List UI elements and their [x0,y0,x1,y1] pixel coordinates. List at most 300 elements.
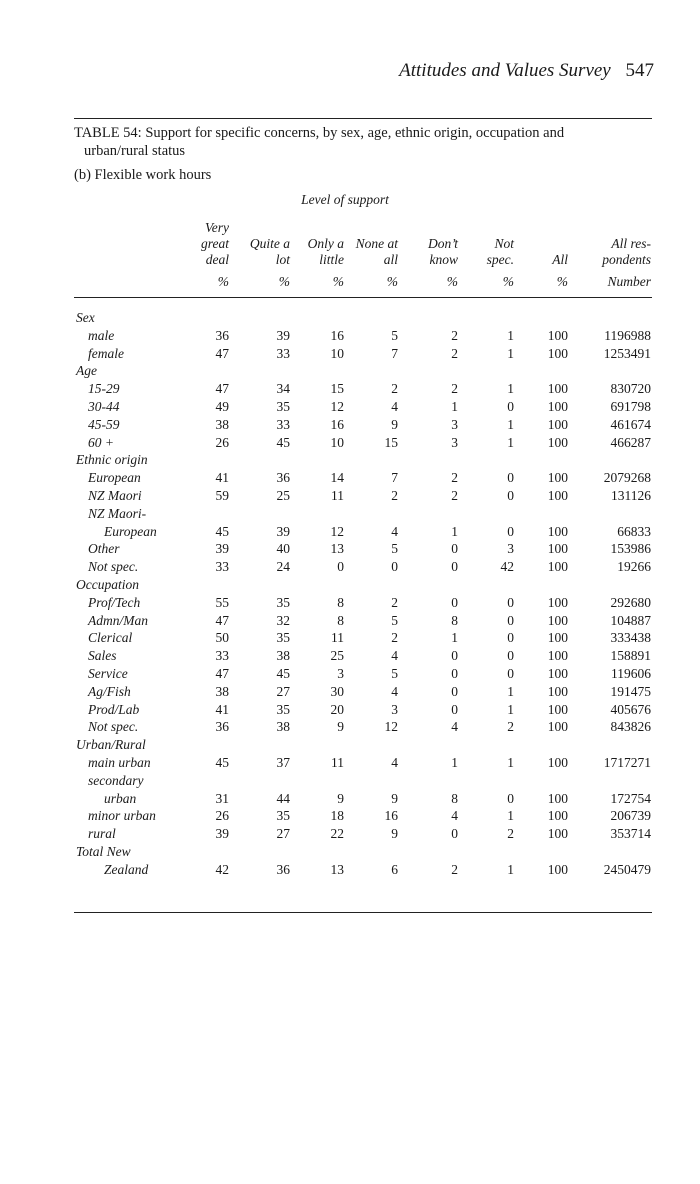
column-header-line: All [552,252,568,267]
cell-value: 20 [330,701,344,717]
table-row [0,435,700,452]
cell-value: 2 [507,826,514,842]
row-label: female [88,345,124,361]
cell-value: 45 [276,666,290,681]
table-row [0,328,700,345]
cell-value: 16 [384,808,398,824]
row-label: Service [88,666,128,681]
cell-value: 25 [276,488,290,503]
row-label: Prod/Lab [88,701,140,717]
column-header-line: know [429,252,458,267]
table-row [0,399,700,416]
row-label: Sex [76,310,95,325]
level-of-support-header: Level of support [301,192,389,207]
row-label: secondary [88,772,144,788]
cell-value: 26 [215,808,229,824]
cell-value: 2 [391,594,398,610]
column-header-unit: % [502,274,514,289]
table-row [0,862,700,879]
cell-value: 9 [391,416,398,432]
table-row [0,346,700,363]
cell-value: 59 [215,488,229,503]
column-header-line: Don’t [428,236,458,251]
cell-value: 830720 [610,381,651,397]
cell-value: 42 [500,559,514,575]
cell-value: 104887 [610,612,651,628]
row-label: 45-59 [88,416,120,432]
cell-value: 5 [391,666,398,681]
cell-value: 100 [547,594,568,610]
table-row [0,630,700,647]
row-label: rural [88,826,116,842]
row-label: Sales [88,648,117,664]
row-label: main urban [88,755,151,770]
cell-value: 100 [547,826,568,842]
cell-value: 1 [507,683,514,699]
cell-value: 353714 [610,826,651,842]
cell-value: 1 [451,755,458,770]
cell-value: 100 [547,327,568,343]
cell-value: 5 [391,541,398,557]
cell-value: 10 [330,345,344,361]
cell-value: 5 [391,612,398,628]
cell-value: 466287 [610,434,651,450]
cell-value: 9 [391,790,398,806]
cell-value: 10 [330,434,344,450]
table-caption [74,124,654,160]
cell-value: 2 [451,470,458,486]
cell-value: 30 [330,683,344,699]
cell-value: 35 [276,701,290,717]
cell-value: 0 [507,630,514,646]
cell-value: 6 [391,861,398,877]
cell-value: 33 [215,648,229,664]
cell-value: 45 [276,434,290,450]
cell-value: 100 [547,488,568,503]
cell-value: 2 [391,381,398,397]
cell-value: 39 [276,327,290,343]
table-row [0,310,700,327]
cell-value: 9 [337,790,344,806]
cell-value: 8 [451,790,458,806]
cell-value: 100 [547,648,568,664]
cell-value: 47 [215,666,229,681]
column-header-label [201,220,229,268]
cell-value: 40 [276,541,290,557]
cell-value: 34 [276,381,290,397]
row-label: Prof/Tech [88,594,141,610]
table-row [0,684,700,701]
cell-value: 11 [331,630,344,646]
cell-value: 36 [276,861,290,877]
cell-value: 35 [276,399,290,414]
cell-value: 691798 [610,399,651,414]
top-rule [74,118,652,119]
cell-value: 1 [507,755,514,770]
cell-value: 0 [451,559,458,575]
table-row [0,613,700,630]
table-row [0,363,700,380]
cell-value: 16 [330,416,344,432]
column-header [169,210,229,290]
cell-value: 2 [391,630,398,646]
table-row [0,470,700,487]
cell-value: 2 [451,327,458,343]
cell-value: 9 [391,826,398,842]
cell-value: 4 [391,648,398,664]
cell-value: 100 [547,630,568,646]
cell-value: 100 [547,381,568,397]
column-header [230,210,290,290]
cell-value: 14 [330,470,344,486]
row-label: 30-44 [88,399,120,414]
column-header-unit: Number [607,274,651,289]
cell-value: 3 [391,701,398,717]
table-row [0,541,700,558]
cell-value: 2 [451,345,458,361]
cell-value: 12 [330,399,344,414]
row-label: European [104,523,157,539]
cell-value: 33 [276,345,290,361]
cell-value: 47 [215,612,229,628]
cell-value: 1 [507,345,514,361]
row-label: Not spec. [88,559,139,575]
table-row [0,417,700,434]
cell-value: 38 [215,683,229,699]
cell-value: 100 [547,755,568,770]
row-label: 15-29 [88,381,120,397]
cell-value: 100 [547,399,568,414]
running-head-title: Attitudes and Values Survey [399,60,611,81]
cell-value: 0 [451,648,458,664]
column-header-line: deal [205,252,229,267]
cell-value: 38 [215,416,229,432]
column-header-unit: % [556,274,568,289]
cell-value: 100 [547,790,568,806]
table-row [0,791,700,808]
column-header-label [356,236,398,268]
row-label: European [88,470,141,486]
cell-value: 15 [330,381,344,397]
cell-value: 0 [337,559,344,575]
table-row [0,506,700,523]
header-rule [74,297,652,298]
table-row [0,666,700,683]
running-head [399,60,654,82]
cell-value: 0 [507,612,514,628]
cell-value: 47 [215,381,229,397]
cell-value: 2 [391,488,398,503]
cell-value: 1 [451,630,458,646]
cell-value: 1 [451,523,458,539]
column-header [561,210,651,290]
cell-value: 35 [276,594,290,610]
cell-value: 4 [451,719,458,735]
cell-value: 292680 [610,594,651,610]
table-row [0,577,700,594]
column-header-line: Very [205,220,229,235]
cell-value: 36 [276,470,290,486]
cell-value: 2079268 [603,470,651,486]
cell-value: 206739 [610,808,651,824]
cell-value: 45 [215,523,229,539]
cell-value: 1 [507,434,514,450]
table-row [0,826,700,843]
cell-value: 4 [391,683,398,699]
cell-value: 35 [276,630,290,646]
cell-value: 47 [215,345,229,361]
row-label: Clerical [88,630,133,646]
cell-value: 12 [384,719,398,735]
cell-value: 4 [391,399,398,414]
column-header-line: little [319,252,344,267]
cell-value: 100 [547,701,568,717]
cell-value: 333438 [610,630,651,646]
cell-value: 1 [507,861,514,877]
column-header-line: Only a [307,236,344,251]
cell-value: 191475 [610,683,651,699]
column-header [284,210,344,290]
cell-value: 1 [507,416,514,432]
cell-value: 0 [507,594,514,610]
row-label: urban [104,790,137,806]
cell-value: 100 [547,666,568,681]
table-row [0,773,700,790]
cell-value: 1 [507,327,514,343]
cell-value: 172754 [610,790,651,806]
column-header-line: great [201,236,229,251]
cell-value: 0 [507,790,514,806]
column-header-unit: % [386,274,398,289]
column-header-label [487,236,514,268]
cell-value: 13 [330,541,344,557]
cell-value: 37 [276,755,290,770]
cell-value: 100 [547,416,568,432]
cell-value: 405676 [610,701,651,717]
cell-value: 41 [215,701,229,717]
row-label: Urban/Rural [76,737,146,753]
cell-value: 27 [276,826,290,842]
cell-value: 100 [547,523,568,539]
cell-value: 55 [215,594,229,610]
cell-value: 3 [507,541,514,557]
cell-value: 100 [547,470,568,486]
row-label: Occupation [76,577,139,592]
column-header-line: pondents [602,252,651,267]
cell-value: 18 [330,808,344,824]
cell-value: 4 [391,523,398,539]
cell-value: 1 [451,399,458,414]
cell-value: 461674 [610,416,651,432]
cell-value: 49 [215,399,229,414]
cell-value: 0 [451,594,458,610]
cell-value: 26 [215,434,229,450]
column-header-unit: % [446,274,458,289]
cell-value: 33 [276,416,290,432]
cell-value: 7 [391,470,398,486]
cell-value: 3 [451,434,458,450]
cell-value: 100 [547,683,568,699]
table-row [0,488,700,505]
table-row [0,559,700,576]
column-header-unit: % [278,274,290,289]
bottom-rule [74,912,652,913]
cell-value: 100 [547,861,568,877]
cell-value: 0 [391,559,398,575]
cell-value: 16 [330,327,344,343]
cell-value: 27 [276,683,290,699]
cell-value: 100 [547,612,568,628]
cell-value: 8 [337,594,344,610]
cell-value: 0 [451,683,458,699]
cell-value: 100 [547,719,568,735]
row-label: Age [76,363,97,379]
cell-value: 11 [331,488,344,503]
cell-value: 3 [451,416,458,432]
row-label: Admn/Man [88,612,148,628]
cell-value: 1 [507,381,514,397]
cell-value: 0 [451,701,458,717]
row-label: Zealand [104,861,149,877]
column-header-line: all [383,252,398,267]
cell-value: 8 [337,612,344,628]
page-number: 547 [625,60,654,81]
table-row [0,755,700,772]
cell-value: 44 [276,790,290,806]
row-label: NZ Maori [88,488,142,503]
cell-value: 2450479 [603,861,651,877]
cell-value: 66833 [617,523,651,539]
cell-value: 12 [330,523,344,539]
column-header-unit: % [332,274,344,289]
cell-value: 2 [451,861,458,877]
cell-value: 11 [331,755,344,770]
cell-value: 0 [507,470,514,486]
cell-value: 0 [507,399,514,414]
column-header-line: spec. [486,252,514,267]
cell-value: 131126 [611,488,651,503]
column-header-line: Not [494,236,514,251]
cell-value: 0 [451,666,458,681]
cell-value: 0 [507,488,514,503]
cell-value: 5 [391,327,398,343]
column-header-line: All res- [611,236,651,251]
cell-value: 100 [547,345,568,361]
row-label: NZ Maori- [88,505,147,521]
column-header [454,210,514,290]
cell-value: 42 [215,861,229,877]
column-header-label [602,236,651,268]
row-label: Other [88,541,120,557]
column-header-line: Quite a [249,236,290,251]
cell-value: 15 [384,434,398,450]
cell-value: 1717271 [603,755,651,770]
column-header-line: None at [355,236,398,251]
cell-value: 36 [215,327,229,343]
row-label: male [88,327,115,343]
table-row [0,702,700,719]
cell-value: 0 [451,826,458,842]
table-row [0,524,700,541]
table-row [0,381,700,398]
table-row [0,844,700,861]
cell-value: 0 [507,648,514,664]
cell-value: 8 [451,612,458,628]
cell-value: 4 [391,755,398,770]
table-row [0,808,700,825]
row-label: minor urban [88,808,156,824]
cell-value: 35 [276,808,290,824]
cell-value: 41 [215,470,229,486]
row-label: Total New [76,844,131,859]
cell-value: 1253491 [603,345,651,361]
cell-value: 2 [507,719,514,735]
cell-value: 36 [215,719,229,735]
cell-value: 0 [507,523,514,539]
column-header [398,210,458,290]
cell-value: 2 [451,488,458,503]
column-header [338,210,398,290]
cell-value: 3 [337,666,344,681]
cell-value: 1 [507,808,514,824]
table-row [0,719,700,736]
cell-value: 2 [451,381,458,397]
table-row [0,595,700,612]
cell-value: 38 [276,648,290,664]
column-header-unit: % [217,274,229,289]
cell-value: 25 [330,648,344,664]
cell-value: 19266 [617,559,651,575]
cell-value: 50 [215,630,229,646]
cell-value: 38 [276,719,290,735]
table-subcaption: (b) Flexible work hours [74,167,212,183]
cell-value: 24 [276,559,290,575]
table-caption-line-2: urban/rural status [84,143,186,159]
cell-value: 33 [215,559,229,575]
row-label: Ethnic origin [76,452,148,468]
cell-value: 0 [451,541,458,557]
cell-value: 13 [330,861,344,877]
cell-value: 100 [547,434,568,450]
column-header-line: lot [275,252,290,267]
table-caption-line-1: TABLE 54: Support for specific concerns, by sex, age, ethnic origin, occupation and [74,125,565,141]
cell-value: 45 [215,755,229,770]
cell-value: 843826 [610,719,651,735]
cell-value: 158891 [610,648,651,664]
cell-value: 31 [215,790,229,806]
cell-value: 1196988 [604,327,651,343]
table-row [0,452,700,469]
cell-value: 0 [507,666,514,681]
cell-value: 100 [547,808,568,824]
cell-value: 100 [547,559,568,575]
cell-value: 153986 [610,541,651,557]
cell-value: 119606 [611,666,651,681]
cell-value: 39 [215,826,229,842]
cell-value: 39 [276,523,290,539]
cell-value: 22 [330,826,344,842]
cell-value: 1 [507,701,514,717]
cell-value: 32 [276,612,290,628]
table-row [0,648,700,665]
cell-value: 9 [337,719,344,735]
row-label: Not spec. [88,719,139,735]
table-row [0,737,700,754]
cell-value: 4 [451,808,458,824]
cell-value: 39 [215,541,229,557]
row-label: 60 + [88,434,114,450]
row-label: Ag/Fish [88,683,131,699]
